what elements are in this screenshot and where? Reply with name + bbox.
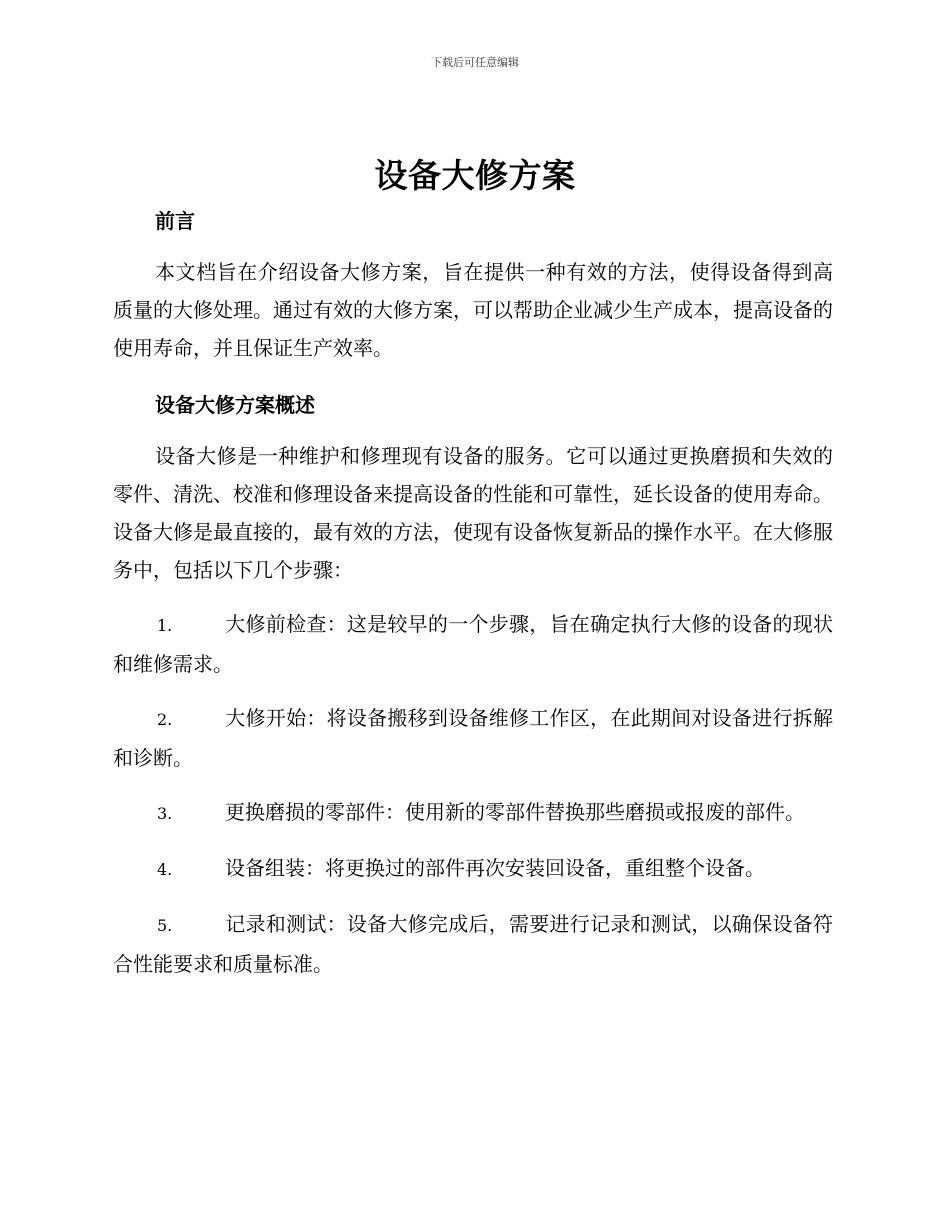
list-item [113,699,833,777]
steps-list [113,605,833,983]
spacer [113,423,833,437]
list-item [113,905,833,983]
list-item-number: 3. [157,804,173,823]
page-header: 下载后可任意编辑 [431,56,519,69]
spacer [113,777,833,793]
list-item-number: 4. [157,860,173,879]
preface-paragraph: 本文档旨在介绍设备大修方案，旨在提供一种有效的方法，使得设备得到高质量的大修处理。通过有效的大修方案，可以帮助企业减少生产成本，提高设备的使用寿命，并且保证生产效率。 [113,260,833,360]
list-item-number: 2. [157,710,173,729]
list-item [113,605,833,683]
list-item-text: 更换磨损的零部件：使用新的零部件替换那些磨损或报废的部件。 [225,800,805,824]
spacer [113,367,833,387]
document-title: 设备大修方案 [374,156,576,195]
section-heading-overview: 设备大修方案概述 [155,393,315,417]
spacer [113,683,833,699]
spacer [113,833,833,849]
list-item-text: 设备组装：将更换过的部件再次安装回设备，重组整个设备。 [225,856,765,880]
spacer [113,239,833,253]
list-item [113,849,833,889]
list-item-number: 1. [157,616,173,635]
document-body [113,203,833,983]
list-item-text: 大修前检查：这是较早的一个步骤，旨在确定执行大修的设备的现状和维修需求。 [113,612,833,676]
spacer [113,589,833,605]
list-item [113,793,833,833]
list-item-text: 记录和测试：设备大修完成后，需要进行记录和测试，以确保设备符合性能要求和质量标准。 [113,912,833,976]
list-item-text: 大修开始：将设备搬移到设备维修工作区，在此期间对设备进行拆解和诊断。 [113,706,833,770]
section-heading-preface: 前言 [155,209,195,233]
spacer [113,889,833,905]
overview-paragraph: 设备大修是一种维护和修理现有设备的服务。它可以通过更换磨损和失效的零件、清洗、校准和修理设备来提高设备的性能和可靠性，延长设备的使用寿命。设备大修是最直接的，最有效的方法，使现有设备恢复新品的操作水平。在大修服务中，包括以下几个步骤： [113,444,833,582]
list-item-number: 5. [157,916,173,935]
